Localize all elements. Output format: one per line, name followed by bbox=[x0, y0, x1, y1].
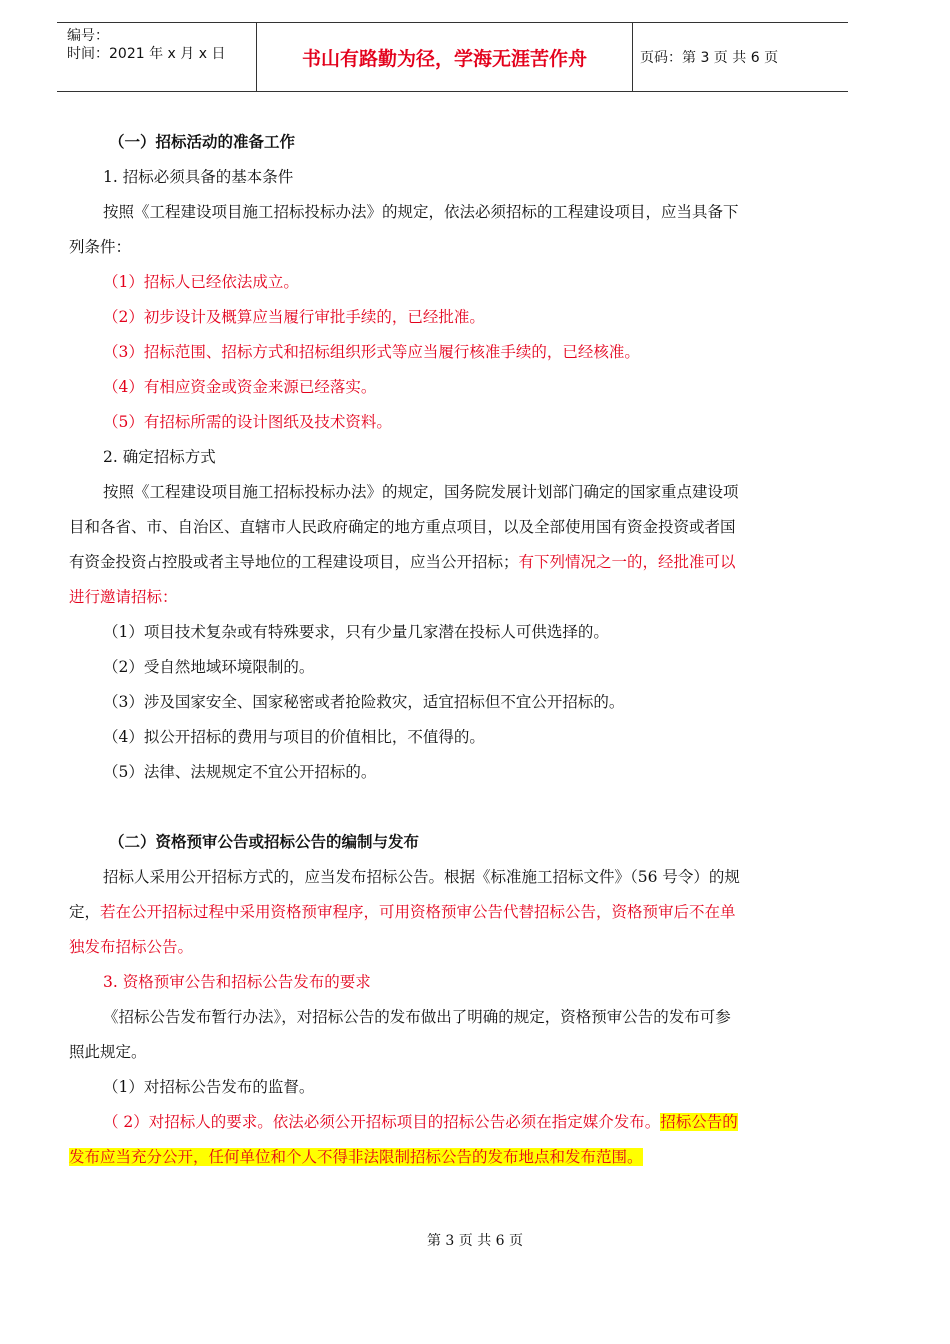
header-motto: 书山有路勤为径，学海无涯苦作舟 bbox=[257, 23, 633, 91]
text-run-red: （ 2）对招标人的要求。依法必须公开招标项目的招标公告必须在指定媒介发布。 bbox=[103, 1113, 661, 1131]
exception-item: （1）项目技术复杂或有特殊要求，只有少量几家潜在投标人可供选择的。 bbox=[103, 623, 609, 641]
condition-item: （2）初步设计及概算应当履行审批手续的，已经批准。 bbox=[103, 308, 485, 326]
paragraph-line: 进行邀请招标： bbox=[69, 588, 178, 606]
header-page-label: 页码：第 3 页 共 6 页 bbox=[640, 50, 779, 66]
document-body bbox=[69, 125, 841, 1175]
requirement-item bbox=[69, 1105, 841, 1140]
number-label: 编号： bbox=[67, 28, 109, 44]
paragraph-line: 《招标公告发布暂行办法》，对招标公告的发布做出了明确的规定，资格预审公告的发布可参 bbox=[103, 1008, 731, 1026]
spacer bbox=[69, 790, 841, 825]
subsection-3-title: 3. 资格预审公告和招标公告发布的要求 bbox=[103, 973, 371, 991]
paragraph-line: 按照《工程建设项目施工招标投标办法》的规定，国务院发展计划部门确定的国家重点建设项 bbox=[103, 483, 739, 501]
paragraph-line: 招标人采用公开招标方式的，应当发布招标公告。根据《标准施工招标文件》（56 号令）的规 bbox=[103, 868, 740, 886]
condition-item: （1）招标人已经依法成立。 bbox=[103, 273, 299, 291]
time-label: 时间：2021 年 x 月 x 日 bbox=[67, 46, 226, 62]
paragraph-line bbox=[69, 1140, 841, 1175]
paragraph-line: 照此规定。 bbox=[69, 1043, 147, 1061]
highlighted-text: 招标公告的 bbox=[660, 1113, 738, 1131]
subsection-1-title: 1. 招标必须具备的基本条件 bbox=[103, 168, 294, 186]
highlighted-text: 发布应当充分公开，任何单位和个人不得非法限制招标公告的发布地点和发布范围。 bbox=[69, 1148, 643, 1166]
section-1-title: （一）招标活动的准备工作 bbox=[109, 133, 296, 151]
paragraph-line: 独发布招标公告。 bbox=[69, 938, 194, 956]
exception-item: （3）涉及国家安全、国家秘密或者抢险救灾，适宜招标但不宜公开招标的。 bbox=[103, 693, 625, 711]
paragraph-line: 按照《工程建设项目施工招标投标办法》的规定，依法必须招标的工程建设项目，应当具备下 bbox=[103, 203, 739, 221]
text-run-red: 若在公开招标过程中采用资格预审程序，可用资格预审公告代替招标公告，资格预审后不在单 bbox=[100, 903, 736, 921]
condition-item: （3）招标范围、招标方式和招标组织形式等应当履行核准手续的，已经核准。 bbox=[103, 343, 640, 361]
paragraph-line bbox=[69, 895, 841, 930]
text-run: 有资金投资占控股或者主导地位的工程建设项目，应当公开招标； bbox=[69, 553, 519, 571]
section-2-title: （二）资格预审公告或招标公告的编制与发布 bbox=[109, 833, 420, 851]
text-run: 定， bbox=[69, 903, 101, 921]
paragraph-line: 目和各省、市、自治区、直辖市人民政府确定的地方重点项目，以及全部使用国有资金投资或者国 bbox=[69, 518, 736, 536]
paragraph-line bbox=[69, 545, 841, 580]
text-run-red: 有下列情况之一的，经批准可以 bbox=[518, 553, 736, 571]
header-meta bbox=[57, 23, 257, 91]
condition-item: （5）有招标所需的设计图纸及技术资料。 bbox=[103, 413, 392, 431]
exception-item: （2）受自然地域环境限制的。 bbox=[103, 658, 315, 676]
page-header bbox=[57, 22, 848, 92]
exception-item: （4）拟公开招标的费用与项目的价值相比，不值得的。 bbox=[103, 728, 485, 746]
condition-item: （4）有相应资金或资金来源已经落实。 bbox=[103, 378, 377, 396]
requirement-item: （1）对招标公告发布的监督。 bbox=[103, 1078, 315, 1096]
exception-item: （5）法律、法规规定不宜公开招标的。 bbox=[103, 763, 377, 781]
subsection-2-title: 2. 确定招标方式 bbox=[103, 448, 216, 466]
paragraph-line: 列条件： bbox=[69, 238, 132, 256]
page-footer: 第 3 页 共 6 页 bbox=[426, 1233, 524, 1249]
